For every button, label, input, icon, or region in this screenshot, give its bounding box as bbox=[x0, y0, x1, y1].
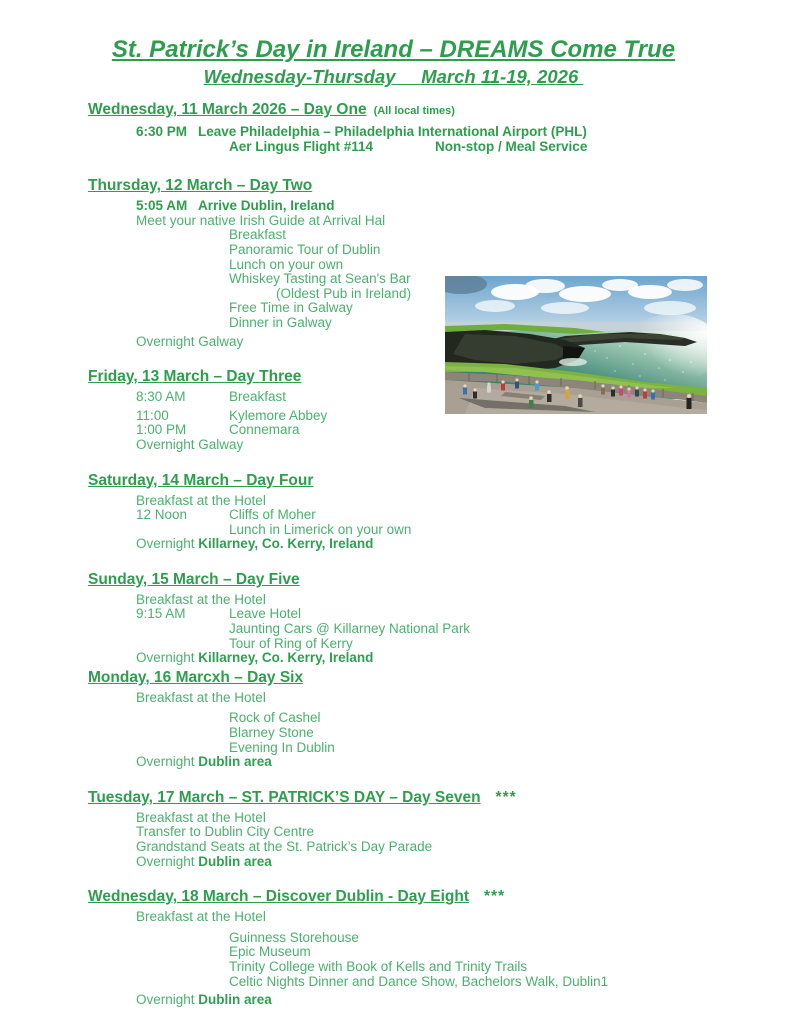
itinerary-row: Breakfast bbox=[229, 227, 287, 243]
day-six-heading: Monday, 16 Marcxh – Day Six bbox=[88, 668, 304, 686]
itinerary-row: Epic Museum bbox=[229, 944, 311, 960]
itinerary-row: Transfer to Dublin City Centre bbox=[136, 824, 315, 840]
day-seven-stars: *** bbox=[495, 788, 517, 806]
itinerary-row: Lunch in Limerick on your own bbox=[229, 521, 412, 537]
overnight-row bbox=[136, 651, 763, 666]
activity-text: Leave Philadelphia – Philadelphia International Airport (PHL) bbox=[198, 124, 587, 139]
overnight-place: Dublin area bbox=[198, 992, 272, 1008]
itinerary-row: Breakfast at the Hotel bbox=[136, 591, 266, 607]
itinerary-row: Trinity College with Book of Kells and Trinity Trails bbox=[229, 958, 528, 974]
overnight-label: Overnight bbox=[136, 536, 195, 552]
day-section-one bbox=[88, 100, 763, 154]
itinerary-row bbox=[136, 508, 763, 523]
overnight-place: Galway bbox=[198, 333, 244, 349]
service-text: Non-stop / Meal Service bbox=[435, 138, 588, 154]
itinerary-row: Free Time in Galway bbox=[229, 300, 353, 316]
activity-text: Kylemore Abbey bbox=[229, 407, 328, 423]
day-five-heading: Sunday, 15 March – Day Five bbox=[88, 570, 300, 588]
activity-text: Leave Hotel bbox=[229, 606, 302, 622]
time-label: 6:30 PM bbox=[136, 124, 188, 139]
itinerary-row bbox=[229, 140, 763, 155]
itinerary-row: Dinner in Galway bbox=[229, 314, 332, 330]
time-label: 11:00 bbox=[136, 407, 169, 423]
overnight-row bbox=[136, 993, 763, 1008]
day-section-six bbox=[88, 668, 763, 770]
overnight-label: Overnight bbox=[136, 754, 195, 770]
overnight-label: Overnight bbox=[136, 650, 195, 666]
itinerary-row bbox=[136, 423, 763, 438]
itinerary-row: Guinness Storehouse bbox=[229, 929, 359, 945]
day-eight-stars: *** bbox=[484, 888, 506, 906]
itinerary-row bbox=[136, 199, 763, 214]
itinerary-row bbox=[136, 607, 763, 622]
activity-text: Arrive Dublin, Ireland bbox=[198, 198, 335, 214]
overnight-place: Killarney, Co. Kerry, Ireland bbox=[198, 650, 374, 666]
itinerary-row: Celtic Nights Dinner and Dance Show, Bachelors Walk, Dublin1 bbox=[229, 973, 609, 989]
overnight-row bbox=[136, 755, 763, 770]
time-label: 9:15 AM bbox=[136, 606, 186, 622]
overnight-row bbox=[136, 855, 763, 870]
time-label: 1:00 PM bbox=[136, 422, 187, 438]
day-one-note: (All local times) bbox=[373, 105, 455, 117]
day-section-four bbox=[88, 471, 763, 552]
overnight-label: Overnight bbox=[136, 992, 195, 1008]
day-eight-heading: Wednesday, 18 March – Discover Dublin - Day Eight *** bbox=[88, 888, 506, 906]
itinerary-row: Breakfast at the Hotel bbox=[136, 809, 266, 825]
cliffs-of-moher-photo bbox=[445, 276, 707, 414]
day-seven-heading: Tuesday, 17 March – ST. PATRICK’S DAY – Day Seven *** bbox=[88, 788, 517, 806]
itinerary-body bbox=[0, 100, 787, 1008]
overnight-row bbox=[136, 537, 763, 552]
time-label: 5:05 AM bbox=[136, 198, 188, 214]
day-section-eight bbox=[88, 887, 763, 1008]
page-subtitle: Wednesday-Thursday March 11-19, 2026 bbox=[203, 66, 584, 87]
cliffs-photo-graphic bbox=[445, 276, 707, 414]
itinerary-row: Breakfast at the Hotel bbox=[136, 689, 266, 705]
overnight-label: Overnight bbox=[136, 853, 195, 869]
itinerary-row: Evening In Dublin bbox=[229, 739, 335, 755]
time-label: 8:30 AM bbox=[136, 389, 186, 405]
overnight-label: Overnight bbox=[136, 333, 195, 349]
itinerary-row: Blarney Stone bbox=[229, 725, 314, 741]
overnight-label: Overnight bbox=[136, 436, 195, 452]
itinerary-row: Lunch on your own bbox=[229, 256, 344, 272]
activity-text: Connemara bbox=[229, 422, 300, 438]
page-title: St. Patrick’s Day in Ireland – DREAMS Come True bbox=[111, 36, 676, 63]
itinerary-row: Breakfast at the Hotel bbox=[136, 492, 266, 508]
day-one-heading: Wednesday, 11 March 2026 – Day One (All local times) bbox=[88, 101, 455, 118]
itinerary-row: Panoramic Tour of Dublin bbox=[229, 241, 381, 257]
itinerary-row: Jaunting Cars @ Killarney National Park bbox=[229, 621, 471, 637]
itinerary-row: (Oldest Pub in Ireland) bbox=[276, 285, 412, 301]
itinerary-row: Grandstand Seats at the St. Patrick’s Day Parade bbox=[136, 839, 433, 854]
day-two-heading: Thursday, 12 March – Day Two bbox=[88, 177, 313, 195]
overnight-place: Killarney, Co. Kerry, Ireland bbox=[198, 536, 374, 552]
overnight-row bbox=[136, 438, 763, 453]
itinerary-row: Breakfast at the Hotel bbox=[136, 909, 266, 925]
overnight-place: Dublin area bbox=[198, 754, 272, 770]
itinerary-row: Meet your native Irish Guide at Arrival Hal bbox=[136, 212, 386, 228]
activity-text: Breakfast bbox=[229, 389, 287, 405]
itinerary-row bbox=[136, 125, 763, 140]
day-three-heading: Friday, 13 March – Day Three bbox=[88, 368, 302, 386]
day-section-seven bbox=[88, 788, 763, 869]
overnight-place: Dublin area bbox=[198, 853, 272, 869]
itinerary-row: Rock of Cashel bbox=[229, 710, 321, 726]
itinerary-row: Whiskey Tasting at Sean's Bar bbox=[229, 271, 411, 287]
day-four-heading: Saturday, 14 March – Day Four bbox=[88, 471, 314, 489]
overnight-place: Galway bbox=[198, 436, 244, 452]
time-label: 12 Noon bbox=[136, 507, 188, 523]
day-section-five bbox=[88, 570, 763, 666]
flight-text: Aer Lingus Flight #114 bbox=[229, 138, 374, 154]
itinerary-row: Tour of Ring of Kerry bbox=[229, 635, 353, 651]
activity-text: Cliffs of Moher bbox=[229, 507, 316, 523]
